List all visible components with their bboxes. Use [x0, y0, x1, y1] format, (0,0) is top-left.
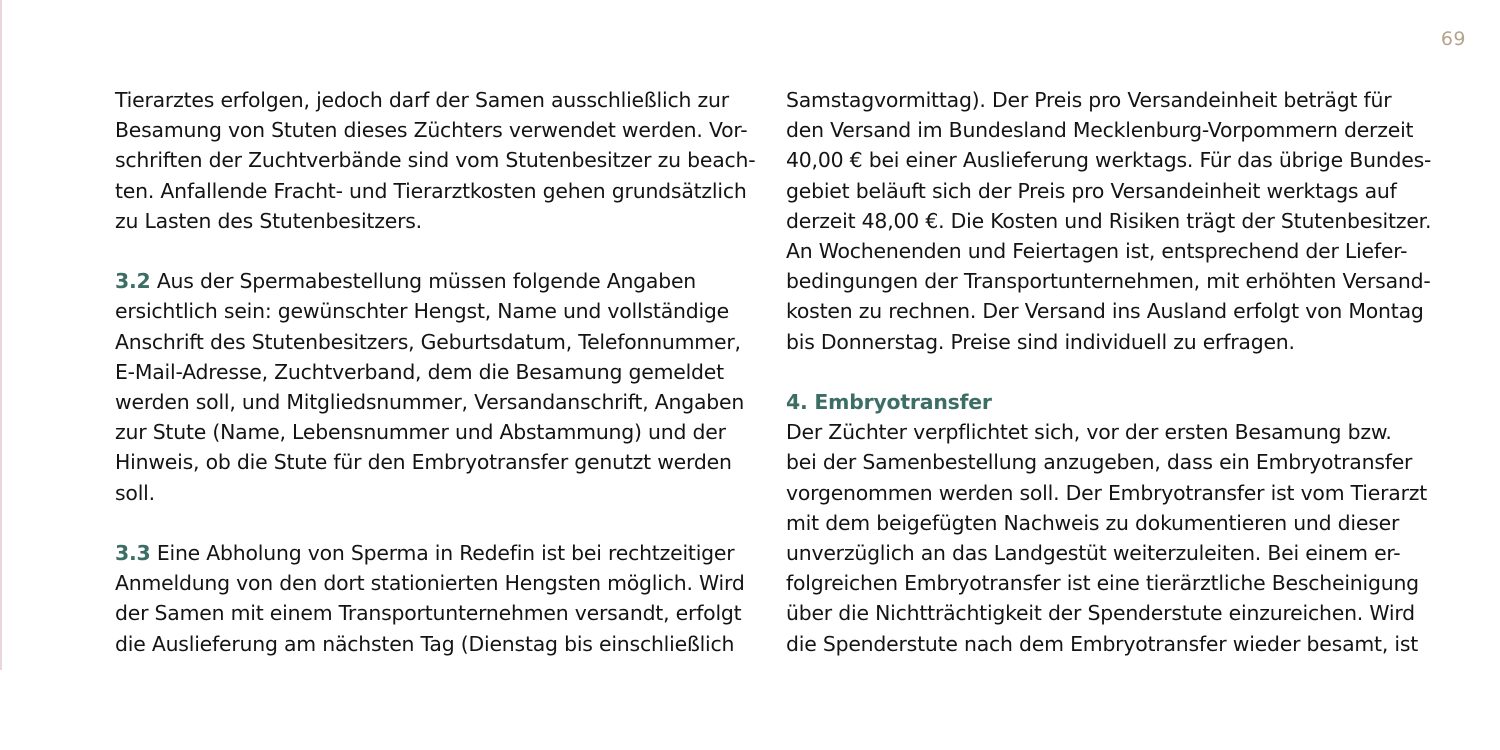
text-line: zur Stute (Name, Lebensnummer und Abstammung) und der	[115, 420, 726, 445]
paragraph-intro	[115, 85, 775, 236]
section-heading: 4. Embryotransfer	[786, 390, 992, 415]
text-line: mit dem beigefügten Nachweis zu dokumentieren und dieser	[786, 510, 1400, 535]
text-line: E-Mail-Adresse, Zuchtverband, dem die Besamung gemeldet	[115, 359, 724, 384]
paragraph-shipping	[786, 85, 1476, 357]
paragraph-spacer	[115, 508, 775, 538]
right-text-column	[786, 85, 1476, 659]
text-line: 40,00 € bei einer Auslieferung werktags. Für das übrige Bundes-	[786, 148, 1432, 173]
page-number: 69	[1440, 28, 1466, 50]
text-line: bei der Samenbestellung anzugeben, dass ein Embryotransfer	[786, 450, 1413, 475]
left-text-column	[115, 85, 775, 659]
text-line: vorgenommen werden soll. Der Embryotransfer ist vom Tierarzt	[786, 480, 1428, 505]
text-line: gebiet beläuft sich der Preis pro Versandeinheit werktags auf	[786, 178, 1397, 203]
text-line: werden soll, und Mitgliedsnummer, Versandanschrift, Angaben	[115, 390, 745, 415]
text-line: Anmeldung von den dort stationierten Hengsten möglich. Wird	[115, 571, 745, 596]
paragraph-spacer	[786, 357, 1476, 387]
text-line: Samstagvormittag). Der Preis pro Versandeinheit beträgt für	[786, 88, 1392, 112]
text-line: An Wochenenden und Feiertagen ist, entsprechend der Liefer-	[786, 239, 1408, 264]
page-edge-divider	[0, 0, 2, 670]
section-number: 3.2	[115, 269, 151, 294]
section-first-line-text: Eine Abholung von Sperma in Redefin ist bei rechtzeitiger	[150, 541, 735, 566]
text-line: ten. Anfallende Fracht- und Tierarztkosten gehen grundsätzlich	[115, 178, 747, 203]
text-line: die Auslieferung am nächsten Tag (Dienstag bis einschließlich	[115, 631, 735, 656]
text-line: unverzüglich an das Landgestüt weiterzuleiten. Bei einem er-	[786, 541, 1401, 566]
text-line: Der Züchter verpflichtet sich, vor der ersten Besamung bzw.	[786, 420, 1392, 445]
text-line: Tierarztes erfolgen, jedoch darf der Samen ausschließlich zur	[115, 88, 729, 112]
text-line: Besamung von Stuten dieses Züchters verwendet werden. Vor-	[115, 118, 748, 143]
text-line: Anschrift des Stutenbesitzers, Geburtsdatum, Telefonnummer,	[115, 329, 741, 354]
section-4	[786, 387, 1476, 659]
section-first-line	[115, 538, 775, 568]
paragraph-spacer	[115, 236, 775, 266]
text-line: die Spenderstute nach dem Embryotransfer wieder besamt, ist	[786, 631, 1419, 656]
text-line: ersichtlich sein: gewünschter Hengst, Name und vollständige	[115, 299, 730, 324]
text-line: schriften der Zuchtverbände sind vom Stutenbesitzer zu beach-	[115, 148, 756, 173]
text-line: soll.	[115, 480, 155, 505]
text-line: folgreichen Embryotransfer ist eine tierärztliche Bescheinigung	[786, 571, 1419, 596]
section-first-line	[115, 266, 775, 296]
text-line: über die Nichtträchtigkeit der Spenderstute einzureichen. Wird	[786, 601, 1415, 626]
text-line: der Samen mit einem Transportunternehmen versandt, erfolgt	[115, 601, 742, 626]
text-line: Hinweis, ob die Stute für den Embryotransfer genutzt werden	[115, 450, 732, 475]
section-first-line-text: Aus der Spermabestellung müssen folgende Angaben	[150, 269, 697, 294]
text-line: bis Donnerstag. Preise sind individuell zu erfragen.	[786, 329, 1295, 354]
text-line: den Versand im Bundesland Mecklenburg-Vorpommern derzeit	[786, 118, 1414, 143]
section-number: 3.3	[115, 541, 151, 566]
text-line: kosten zu rechnen. Der Versand ins Ausland erfolgt von Montag	[786, 299, 1424, 324]
text-line: bedingungen der Transportunternehmen, mit erhöhten Versand-	[786, 269, 1431, 294]
section-3-2	[115, 266, 775, 508]
text-line: derzeit 48,00 €. Die Kosten und Risiken trägt der Stutenbesitzer.	[786, 208, 1432, 233]
text-line: zu Lasten des Stutenbesitzers.	[115, 208, 422, 233]
section-3-3	[115, 538, 775, 659]
